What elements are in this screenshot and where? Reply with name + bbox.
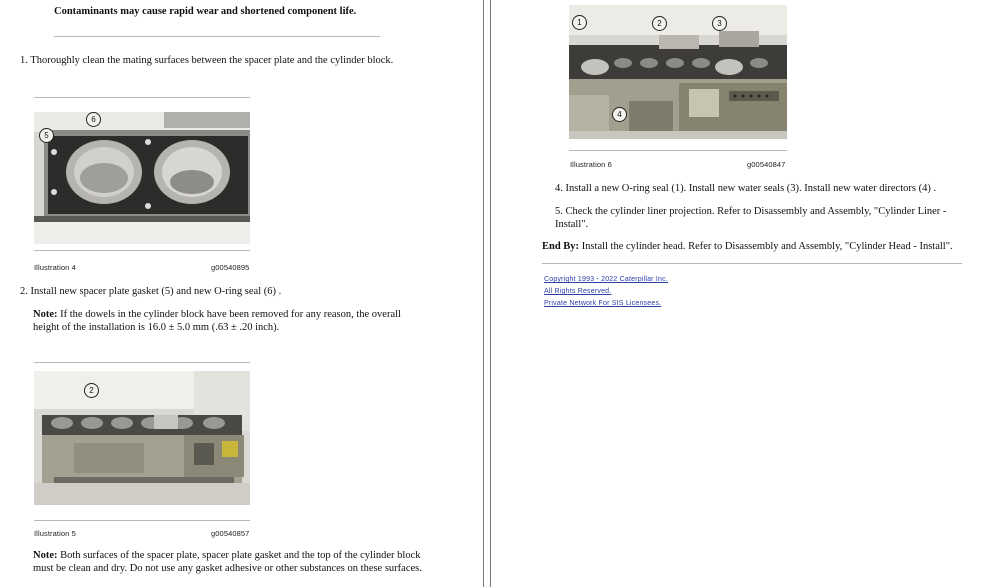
callout-5: 5 [39, 128, 54, 143]
illustration-5-label: Illustration 5 [34, 529, 76, 538]
separator-rule [569, 150, 787, 151]
left-page [0, 0, 483, 587]
note-1 [33, 309, 423, 334]
note-2 [33, 550, 433, 575]
separator-rule [542, 263, 962, 264]
separator-rule [54, 36, 380, 37]
step-4-text: 4. Install a new O-ring seal (1). Install new water seals (3). Install new water directors (4) . [555, 183, 937, 194]
step-1-text: 1. Thoroughly clean the mating surfaces between the spacer plate and the cylinder block. [20, 55, 394, 66]
illustration-5-photo [34, 371, 250, 505]
separator-rule [34, 362, 250, 363]
step-5-text: 5. Check the cylinder liner projection. Refer to Disassembly and Assembly, "Cylinder Liner - Install". [555, 206, 947, 230]
callout-2: 2 [652, 16, 667, 31]
illustration-6-photo [569, 5, 787, 139]
step-2-text: 2. Install new spacer plate gasket (5) and new O-ring seal (6) . [20, 286, 282, 297]
private-network-link[interactable]: Private Network For SIS Licensees. [544, 300, 662, 307]
separator-rule [34, 97, 250, 98]
page-divider [483, 0, 491, 587]
illustration-6-label: Illustration 6 [570, 160, 612, 169]
callout-4: 4 [612, 107, 627, 122]
illustration-6-code: g00540847 [747, 160, 786, 169]
callout-3: 3 [712, 16, 727, 31]
illustration-4-label: Illustration 4 [34, 263, 76, 272]
right-page [491, 0, 999, 587]
note-1-label: Note: [33, 309, 58, 320]
end-by [542, 241, 982, 254]
note-2-label: Note: [33, 550, 58, 561]
end-by-label: End By: [542, 241, 580, 252]
copyright-link[interactable]: Copyright 1993 - 2022 Caterpillar Inc. [544, 276, 668, 283]
illustration-4-code: g00540895 [211, 263, 250, 272]
note-2-text: Both surfaces of the spacer plate, spacer plate gasket and the top of the cylinder block must be clean and dry. Do not use any gasket adhesive or other substances on these surfaces. [33, 550, 422, 574]
end-by-text: Install the cylinder head. Refer to Disassembly and Assembly, "Cylinder Head - Install". [579, 241, 953, 252]
rights-link[interactable]: All Rights Reserved. [544, 288, 612, 295]
warning-text: Contaminants may cause rapid wear and shortened component life. [54, 6, 357, 17]
illustration-5-code: g00540857 [211, 529, 250, 538]
note-1-text: If the dowels in the cylinder block have been removed for any reason, the overall height of the installation is 16.0 ± 5.0 mm (.63 ± .20 inch). [33, 309, 401, 333]
callout-1: 1 [572, 15, 587, 30]
callout-6: 6 [86, 112, 101, 127]
callout-2: 2 [84, 383, 99, 398]
illustration-4-photo [34, 112, 250, 244]
separator-rule [34, 250, 250, 251]
separator-rule [34, 520, 250, 521]
